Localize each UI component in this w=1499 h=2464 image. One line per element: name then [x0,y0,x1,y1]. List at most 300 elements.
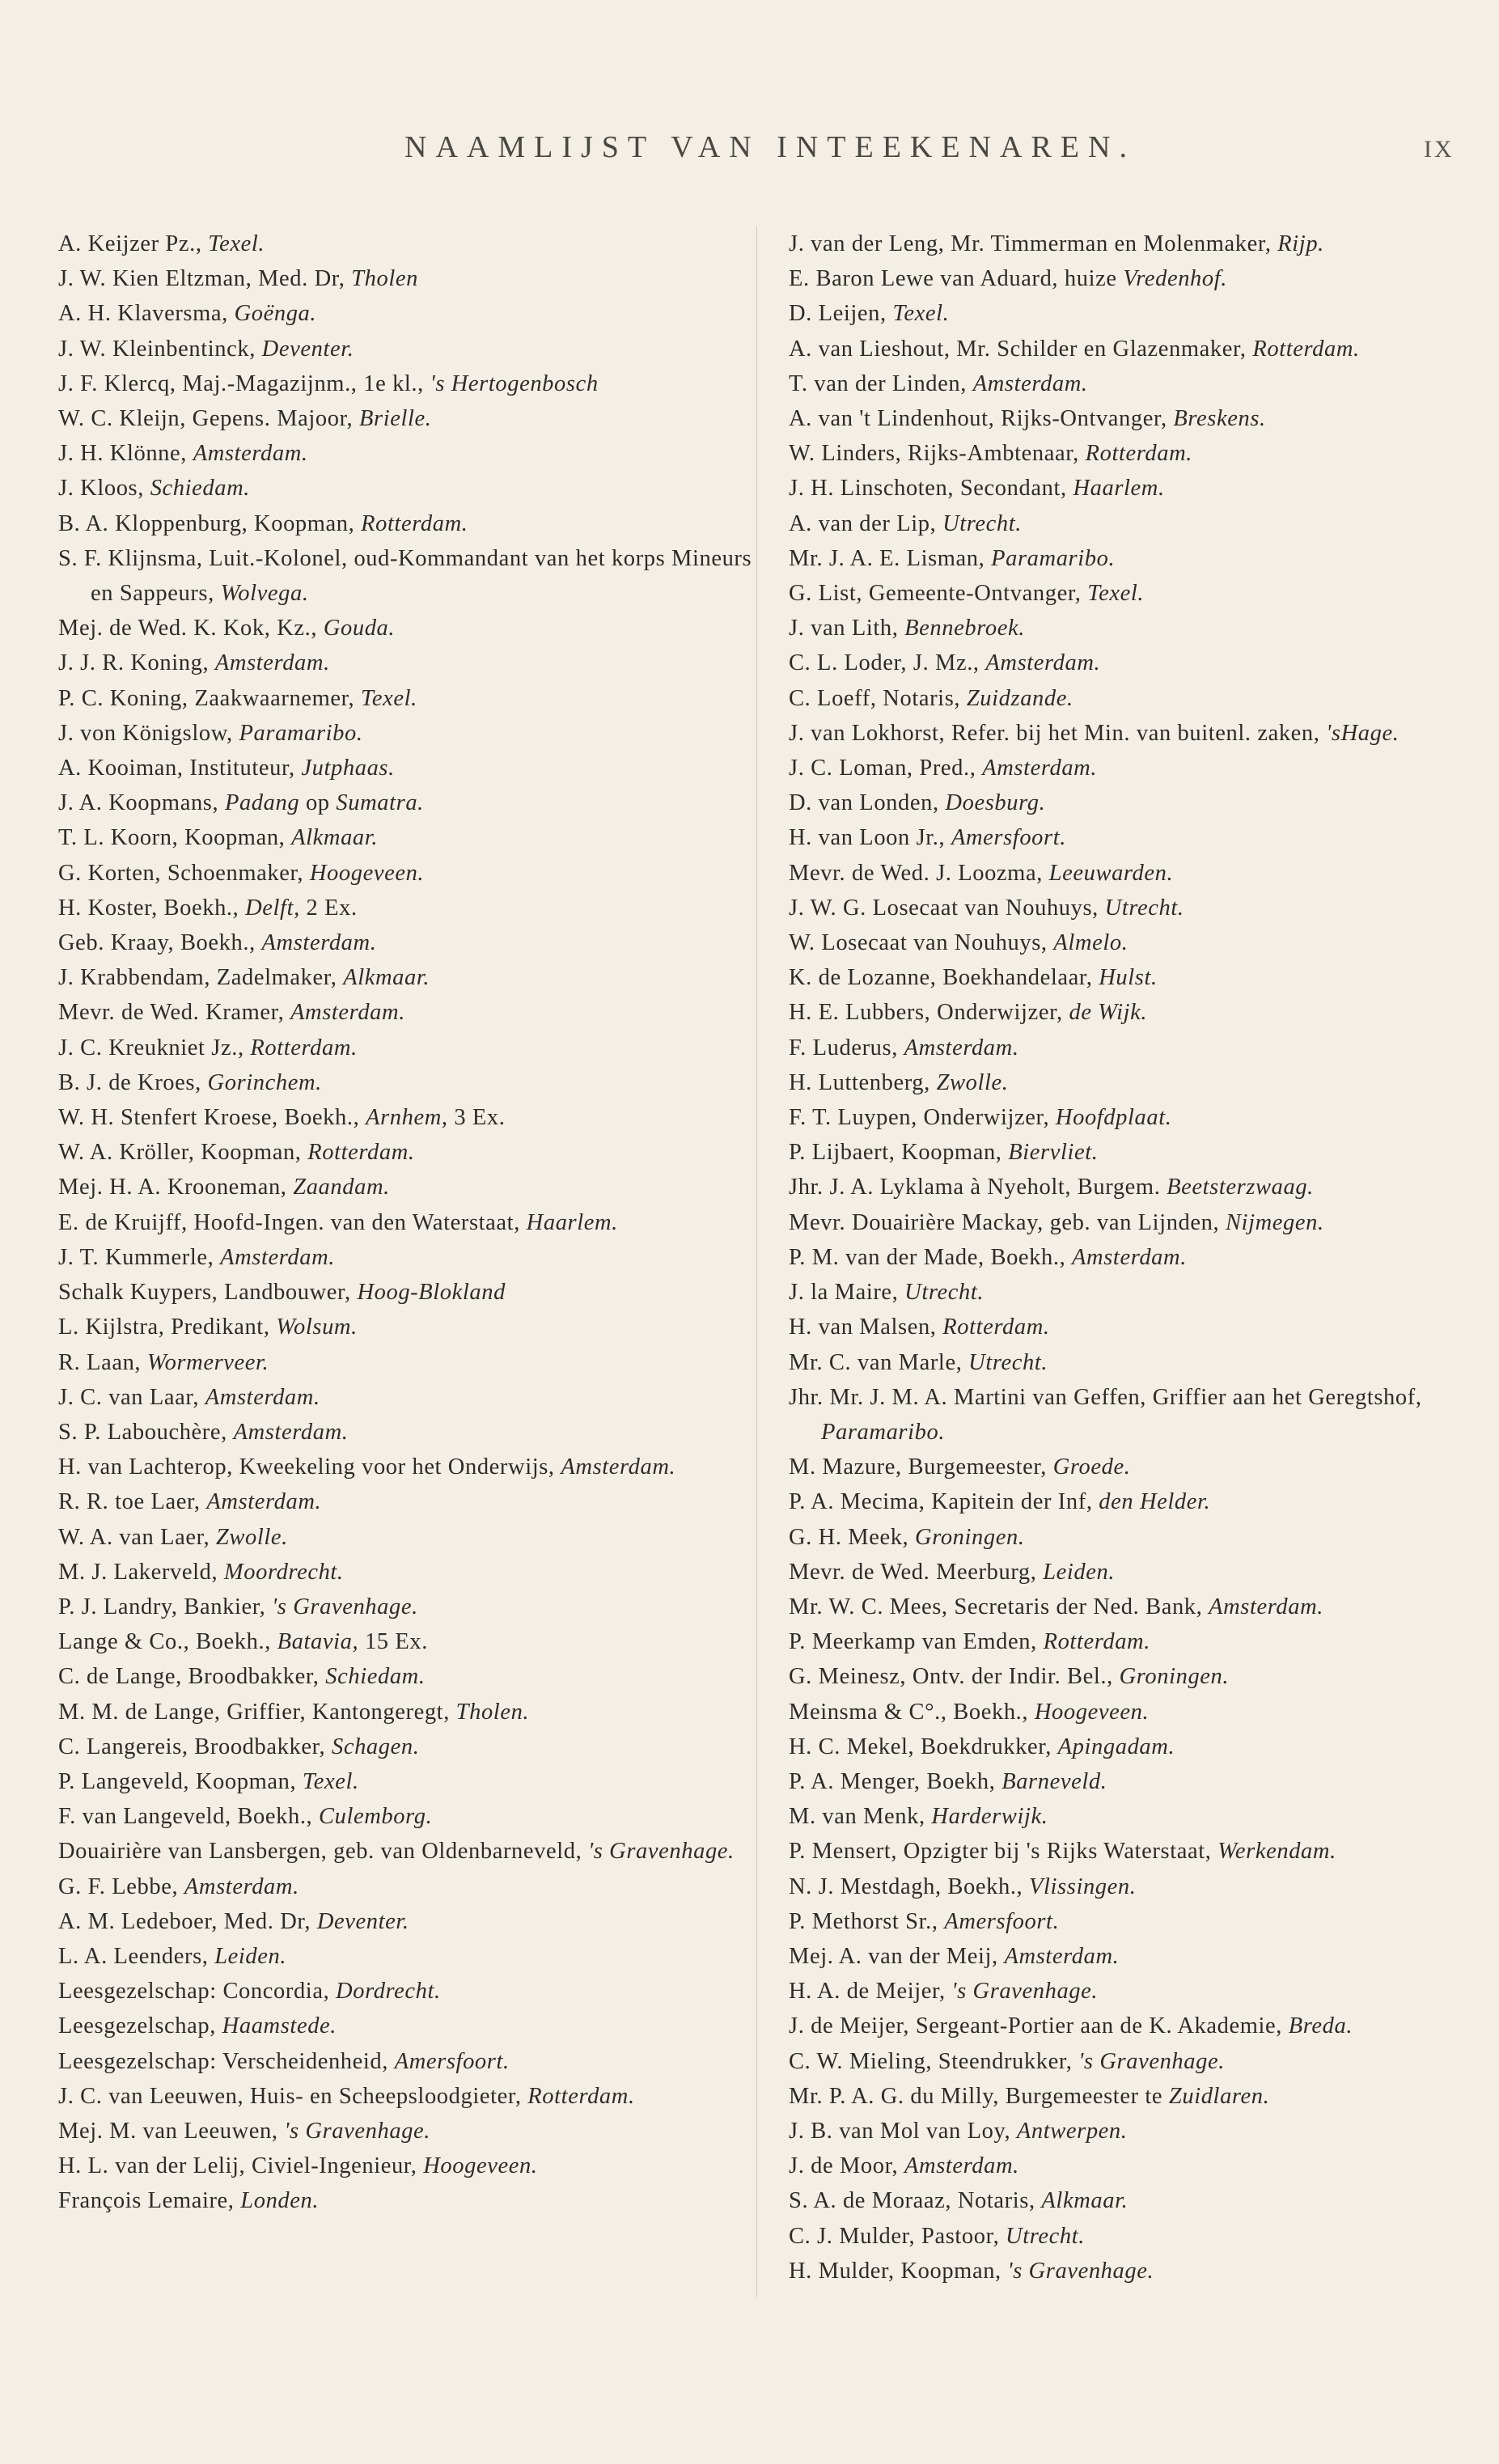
subscriber-entry [789,2079,1484,2114]
subscriber-place: Hoofdplaat. [1055,1105,1172,1131]
subscriber-place: Haarlem. [526,1209,618,1235]
subscriber-entry [789,1275,1484,1310]
subscriber-place: 's Gravenhage. [1007,2258,1154,2284]
subscriber-place: Rijp. [1277,231,1324,256]
subscriber-entry [789,1869,1484,1904]
subscriber-name: J. B. van Mol van Loy, [789,2118,1017,2144]
subscriber-name: W. A. van Laer, [58,1524,216,1550]
subscriber-name: Mevr. de Wed. Meerburg, [789,1559,1044,1585]
subscriber-entry [58,1520,754,1555]
subscriber-entry [58,1380,754,1415]
subscriber-entry [789,1484,1484,1519]
subscriber-entry [789,1170,1484,1204]
subscriber-place: Amsterdam. [206,1489,322,1515]
subscriber-entry [58,1555,754,1590]
left-column [58,227,754,2219]
subscriber-entry [58,751,754,785]
subscriber-entry [58,2114,754,2149]
subscriber-place: Doesburg. [945,790,1046,816]
subscriber-name: T. van der Linden, [789,370,973,396]
subscriber-place: Hoogeveen. [1034,1699,1150,1725]
subscriber-place: Tholen. [455,1699,530,1725]
subscriber-place: Wolsum. [276,1315,358,1340]
subscriber-name: R. R. toe Laer, [58,1489,207,1515]
subscriber-place: Hoogeveen. [423,2153,538,2179]
subscriber-entry [58,1974,754,2009]
subscriber-entry [789,401,1484,436]
subscriber-place: den Helder. [1099,1489,1211,1515]
subscriber-place: Utrecht. [904,1280,985,1306]
subscriber-name: P. J. Landry, Bankier, [58,1594,273,1619]
subscriber-name: P. Meerkamp van Emden, [789,1629,1044,1655]
subscriber-place: Hoog-Blokland [357,1280,506,1306]
subscriber-entry [789,1100,1484,1135]
subscriber-place: Amsterdam. [184,1873,299,1899]
subscriber-name: H. van Lachterop, Kweekeling voor het Onderwijs, [58,1454,561,1480]
subscriber-place: Almelo. [1053,930,1128,956]
subscriber-entry [789,856,1484,891]
subscriber-entry [58,1659,754,1694]
subscriber-place: Rotterdam. [307,1140,415,1166]
subscriber-place: Utrecht. [942,510,1022,536]
subscriber-place: Wormerveer. [146,1349,269,1375]
subscriber-name: Meinsma & C°., Boekh., [789,1699,1035,1725]
subscriber-entry [789,1555,1484,1590]
subscriber-name: N. J. Mestdagh, Boekh., [789,1873,1030,1899]
subscriber-entry [58,1799,754,1834]
subscriber-place: Zwolle. [936,1069,1009,1095]
subscriber-entry [58,1904,754,1939]
subscriber-name: P. C. Koning, Zaakwaarnemer, [58,685,361,711]
subscriber-place: Amsterdam. [261,930,377,956]
subscriber-entry [58,1170,754,1204]
subscriber-entry [789,1450,1484,1484]
subscriber-place: Paramaribo. [991,545,1116,571]
subscriber-entry [789,2149,1484,2183]
subscriber-name: S. F. Klijnsma, Luit.-Kolonel, oud-Kommandant van het korps Mineurs en Sappeurs, [58,545,752,607]
subscriber-entry [789,227,1484,261]
subscriber-place: Bennebroek. [904,616,1025,641]
subscriber-place: Texel. [1087,581,1145,607]
subscriber-place: Culemborg. [319,1804,433,1830]
subscriber-name: J. C. van Leeuwen, Huis- en Scheepsloodgieter, [58,2083,528,2109]
subscriber-entry [789,1764,1484,1799]
subscriber-note: 3 Ex. [447,1105,506,1131]
subscriber-entry [58,1695,754,1729]
subscriber-place: Harderwijk. [931,1804,1048,1830]
subscriber-place: Londen. [240,2188,320,2214]
subscriber-entry [789,2114,1484,2149]
subscriber-entry [789,2219,1484,2254]
subscriber-place: Haamstede. [222,2013,337,2039]
subscriber-place: Amersfoort. [951,825,1066,851]
subscriber-name: Mr. J. A. E. Lisman, [789,545,992,571]
subscriber-note: 2 Ex. [299,895,358,921]
subscriber-place: Beetsterzwaag. [1167,1175,1314,1200]
subscriber-entry [789,471,1484,506]
subscriber-place: Utrecht. [1006,2223,1085,2249]
subscriber-name: J. van der Leng, Mr. Timmerman en Molenmaker, [789,231,1278,256]
subscriber-name: P. M. van der Made, Boekh., [789,1244,1073,1270]
subscriber-place: Amsterdam. [220,1244,335,1270]
subscriber-entry [58,1590,754,1624]
subscriber-place: 'sHage. [1326,720,1399,746]
subscriber-name: P. Methorst Sr., [789,1908,945,1934]
subscriber-name: J. C. Loman, Pred., [789,756,983,781]
subscriber-entry [58,1484,754,1519]
subscriber-name: J. T. Kummerle, [58,1244,221,1270]
subscriber-place: Leiden. [1043,1559,1116,1585]
subscriber-entry [58,856,754,891]
subscriber-entry [789,1904,1484,1939]
subscriber-name: J. H. Linschoten, Secondant, [789,476,1073,502]
subscriber-name: W. H. Stenfert Kroese, Boekh., [58,1105,366,1131]
subscriber-name: P. A. Menger, Boekh, [789,1768,1002,1794]
subscriber-name: M. Mazure, Burgemeester, [789,1454,1053,1480]
subscriber-name: J. von Königslow, [58,720,239,746]
subscriber-entry [58,2079,754,2114]
subscriber-name: A. Kooiman, Instituteur, [58,756,302,781]
subscriber-place: 's Hertogenbosch [430,370,599,396]
subscriber-place: Dordrecht. [336,1979,441,2005]
subscriber-entry [58,541,754,611]
subscriber-name: Mr. W. C. Mees, Secretaris der Ned. Bank, [789,1594,1209,1619]
subscriber-entry [789,1834,1484,1869]
subscriber-place: Amsterdam. [904,1035,1019,1061]
subscriber-entry [789,436,1484,471]
subscriber-place: Amsterdam. [193,441,308,467]
subscriber-name: R. Laan, [58,1349,147,1375]
subscriber-name: J. J. R. Koning, [58,650,215,676]
subscriber-name: L. A. Leenders, [58,1943,215,1969]
subscriber-name: P. A. Mecima, Kapitein der Inf, [789,1489,1099,1515]
subscriber-name: P. Lijbaert, Koopman, [789,1140,1009,1166]
subscriber-place: Gorinchem. [207,1069,322,1095]
subscriber-place: Amsterdam. [1072,1244,1187,1270]
subscriber-entry [789,960,1484,995]
subscriber-name: M. van Menk, [789,1804,932,1830]
subscriber-name: H. Luttenberg, [789,1069,937,1095]
subscriber-name: S. A. de Moraaz, Notaris, [789,2188,1042,2214]
subscriber-place: 's Gravenhage. [588,1839,735,1865]
subscriber-name: H. A. de Meijer, [789,1979,952,2005]
subscriber-place: Nijmegen. [1225,1209,1324,1235]
subscriber-entry [789,681,1484,716]
subscriber-name: M. J. Lakerveld, [58,1559,224,1585]
subscriber-entry [58,227,754,261]
subscriber-entry [58,506,754,541]
subscriber-name: J. la Maire, [789,1280,905,1306]
subscriber-place: Amsterdam. [205,1384,320,1410]
subscriber-name: Jhr. Mr. J. M. A. Martini van Geffen, Griffier aan het Geregtshof, [789,1384,1422,1410]
subscriber-place: Batavia, [277,1629,359,1655]
subscriber-name: F. Luderus, [789,1035,904,1061]
subscriber-name: H. Mulder, Koopman, [789,2258,1008,2284]
subscriber-entry [58,1310,754,1344]
subscriber-place: Haarlem. [1073,476,1165,502]
subscriber-name: J. F. Klercq, Maj.-Magazijnm., 1e kl., [58,370,430,396]
subscriber-name: G. F. Lebbe, [58,1873,184,1899]
subscriber-place: Schiedam. [325,1664,426,1690]
subscriber-place: 's Gravenhage. [272,1594,418,1619]
subscriber-name: C. de Lange, Broodbakker, [58,1664,326,1690]
subscriber-place: Schagen. [331,1734,420,1759]
subscriber-place: Alkmaar. [1041,2188,1128,2214]
subscriber-place: Groningen. [915,1524,1025,1550]
subscriber-entry [789,1065,1484,1100]
subscriber-place: Amersfoort. [944,1908,1060,1934]
subscriber-name: J. W. G. Losecaat van Nouhuys, [789,895,1105,921]
subscriber-name: C. W. Mieling, Steendrukker, [789,2048,1079,2074]
subscriber-entry [789,995,1484,1030]
subscriber-name: G. Korten, Schoenmaker, [58,860,310,886]
subscriber-place: 's Gravenhage. [1078,2048,1225,2074]
subscriber-entry [789,2044,1484,2079]
subscriber-name: J. van Lokhorst, Refer. bij het Min. van buitenl. zaken, [789,720,1327,746]
subscriber-entry [58,1345,754,1380]
subscriber-entry [58,1275,754,1310]
subscriber-entry [58,1450,754,1484]
subscriber-name: Douairière van Lansbergen, geb. van Oldenbarneveld, [58,1839,589,1865]
subscriber-place: Paramaribo. [821,1419,946,1445]
subscriber-entry [58,716,754,751]
subscriber-entry [58,891,754,925]
subscriber-entry [58,2009,754,2043]
subscriber-entry [789,576,1484,611]
subscriber-place: Amsterdam. [972,370,1088,396]
column-divider [756,227,757,2297]
subscriber-entry [789,1031,1484,1065]
subscriber-entry [789,1799,1484,1834]
subscriber-place: Utrecht. [1104,895,1184,921]
subscriber-place: Texel. [361,685,417,711]
subscriber-entry [58,1135,754,1170]
subscriber-place: de Wijk. [1069,1000,1148,1026]
subscriber-name: Leesgezelschap, [58,2013,222,2039]
subscriber-entry [789,1520,1484,1555]
subscriber-name: Mej. A. van der Meij, [789,1943,1005,1969]
subscriber-place: Leeuwarden. [1048,860,1174,886]
subscriber-place: Zaandam. [293,1175,390,1200]
subscriber-name: W. A. Kröller, Koopman, [58,1140,308,1166]
subscriber-place: Deventer. [316,1908,409,1934]
running-title: NAAMLIJST VAN INTEEKENAREN. [404,130,1136,164]
subscriber-name: E. de Kruijff, Hoofd-Ingen. van den Waterstaat, [58,1209,527,1235]
subscriber-name: Lange & Co., Boekh., [58,1629,277,1655]
subscriber-place: Barneveld. [1001,1768,1107,1794]
subscriber-entry [58,925,754,960]
subscriber-entry [789,541,1484,576]
subscriber-place: Rotterdam. [1252,336,1360,362]
subscriber-entry [58,401,754,436]
subscriber-entry [789,611,1484,646]
subscriber-place: Arnhem, [366,1105,448,1131]
subscriber-place: Breda. [1288,2013,1353,2039]
subscriber-entry [58,646,754,680]
subscriber-name: K. de Lozanne, Boekhandelaar, [789,965,1099,991]
subscriber-entry [58,2149,754,2183]
subscriber-place: Zwolle. [215,1524,288,1550]
subscriber-name: J. van Lith, [789,616,905,641]
subscriber-place: Biervliet. [1008,1140,1099,1166]
subscriber-name: H. L. van der Lelij, Civiel-Ingenieur, [58,2153,424,2179]
subscriber-name: Mevr. de Wed. Kramer, [58,1000,291,1026]
subscriber-entry [789,1380,1484,1450]
subscriber-name: C. Loeff, Notaris, [789,685,967,711]
subscriber-place: Amsterdam. [561,1454,676,1480]
subscriber-place: Alkmaar. [343,965,430,991]
subscriber-name: Leesgezelschap: Concordia, [58,1979,337,2005]
subscriber-place: Groede. [1052,1454,1131,1480]
subscriber-entry [58,2183,754,2218]
subscriber-name: J. W. Kien Eltzman, Med. Dr, [58,266,352,292]
subscriber-name: A. Keijzer Pz., [58,231,209,256]
subscriber-name: G. Meinesz, Ontv. der Indir. Bel., [789,1664,1120,1690]
subscriber-name: J. H. Klönne, [58,441,193,467]
subscriber-name: D. van Londen, [789,790,946,816]
subscriber-entry [58,1415,754,1450]
subscriber-name: G. List, Gemeente-Ontvanger, [789,581,1088,607]
subscriber-place: Amsterdam. [985,650,1101,676]
subscriber-entry [58,1065,754,1100]
subscriber-entry [789,2183,1484,2218]
subscriber-entry [789,751,1484,785]
subscriber-name: H. Koster, Boekh., [58,895,246,921]
subscriber-name: W. C. Kleijn, Gepens. Majoor, [58,406,360,432]
subscriber-name: Mej. de Wed. K. Kok, Kz., [58,616,324,641]
subscriber-place: Texel. [892,301,950,327]
subscriber-place-secondary: Sumatra. [336,790,424,816]
subscriber-name: Mevr. Douairière Mackay, geb. van Lijnden, [789,1209,1226,1235]
subscriber-entry [789,1624,1484,1659]
subscriber-place: Rotterdam. [527,2083,635,2109]
subscriber-entry [789,1729,1484,1764]
subscriber-place: Amsterdam. [214,650,330,676]
subscriber-name: C. L. Loder, J. Mz., [789,650,986,676]
subscriber-name: Mej. M. van Leeuwen, [58,2118,285,2144]
subscriber-name: Schalk Kuypers, Landbouwer, [58,1280,358,1306]
subscriber-name: J. C. van Laar, [58,1384,205,1410]
subscriber-place: Zuidzande. [966,685,1073,711]
subscriber-name: W. Linders, Rijks-Ambtenaar, [789,441,1086,467]
subscriber-place: Amsterdam. [1209,1594,1323,1619]
subscriber-entry [789,1974,1484,2009]
subscriber-note: op [299,790,337,816]
subscriber-entry [58,611,754,646]
subscriber-entry [58,332,754,366]
subscriber-place: Breskens. [1173,406,1266,432]
subscriber-entry [789,506,1484,541]
subscriber-place: Amsterdam. [1004,1943,1120,1969]
subscriber-place: Paramaribo. [239,720,363,746]
subscriber-place: Moordrecht. [223,1559,344,1585]
subscriber-place: Vlissingen. [1029,1873,1137,1899]
subscriber-name: D. Leijen, [789,301,893,327]
subscriber-entry [58,960,754,995]
subscriber-name: S. P. Labouchère, [58,1419,234,1445]
subscriber-place: Werkendam. [1217,1839,1336,1865]
subscriber-name: J. Kloos, [58,476,150,502]
subscriber-name: J. W. Kleinbentinck, [58,336,262,362]
subscriber-name: F. van Langeveld, Boekh., [58,1804,320,1830]
subscriber-place: Rotterdam. [1085,441,1193,467]
subscriber-name: C. Langereis, Broodbakker, [58,1734,332,1759]
subscriber-entry [58,681,754,716]
subscriber-place: Texel. [208,231,265,256]
subscriber-place: Groningen. [1119,1664,1230,1690]
subscriber-entry [789,1205,1484,1240]
subscriber-name: M. M. de Lange, Griffier, Kantongeregt, [58,1699,456,1725]
subscriber-place: Wolvega. [220,581,309,607]
subscriber-name: G. H. Meek, [789,1524,916,1550]
subscriber-place: Hulst. [1099,965,1158,991]
subscriber-entry [58,995,754,1030]
subscriber-name: A. H. Klaversma, [58,301,235,327]
subscriber-name: P. Langeveld, Koopman, [58,1768,303,1794]
subscriber-place: Zuidlaren. [1168,2083,1270,2109]
subscriber-entry [58,1834,754,1869]
subscriber-entry [789,891,1484,925]
subscriber-name: A. van Lieshout, Mr. Schilder en Glazenmaker, [789,336,1253,362]
subscriber-entry [58,1764,754,1799]
subscriber-name: C. J. Mulder, Pastoor, [789,2223,1006,2249]
subscriber-entry [789,1135,1484,1170]
subscriber-entry [789,820,1484,855]
subscriber-name: J. de Meijer, Sergeant-Portier aan de K. Akademie, [789,2013,1289,2039]
subscriber-place: Jutphaas. [301,756,395,781]
subscriber-entry [789,1310,1484,1344]
subscriber-place: 's Gravenhage. [284,2118,431,2144]
subscriber-entry [58,1729,754,1764]
subscriber-place: Texel. [302,1768,359,1794]
subscriber-note: 15 Ex. [358,1629,428,1655]
subscriber-place: Antwerpen. [1016,2118,1128,2144]
subscriber-place: Delft, [245,895,300,921]
subscriber-name: F. T. Luypen, Onderwijzer, [789,1105,1056,1131]
subscriber-entry [58,261,754,296]
subscriber-name: B. A. Kloppenburg, Koopman, [58,510,362,536]
subscriber-name: Mr. C. van Marle, [789,1349,969,1375]
subscriber-entry [789,261,1484,296]
subscriber-entry [58,820,754,855]
subscriber-name: J. A. Koopmans, [58,790,225,816]
subscriber-name: Leesgezelschap: Verscheidenheid, [58,2048,395,2074]
subscriber-place: Goënga. [234,301,317,327]
subscriber-name: E. Baron Lewe van Aduard, huize [789,266,1124,292]
subscriber-place: Rotterdam. [1043,1629,1150,1655]
subscriber-entry [58,1869,754,1904]
subscriber-name: T. L. Koorn, Koopman, [58,825,292,851]
subscriber-place: Apingadam. [1057,1734,1175,1759]
subscriber-place: Vredenhof. [1123,266,1227,292]
subscriber-place: Leiden. [214,1943,287,1969]
subscriber-entry [58,1624,754,1659]
subscriber-name: J. de Moor, [789,2153,905,2179]
subscriber-place: Rotterdam. [942,1315,1050,1340]
subscriber-entry [58,471,754,506]
subscriber-name: W. Losecaat van Nouhuys, [789,930,1054,956]
subscriber-entry [789,1240,1484,1275]
subscriber-place: Amsterdam. [982,756,1098,781]
subscriber-place: Brielle. [359,406,432,432]
subscriber-name: Geb. Kraay, Boekh., [58,930,262,956]
subscriber-place: Hoogeveen. [309,860,425,886]
subscriber-place: Amsterdam. [233,1419,349,1445]
page-header [0,129,1499,178]
subscriber-entry [58,296,754,331]
subscriber-entry [789,366,1484,401]
subscriber-place: 's Gravenhage. [951,1979,1099,2005]
